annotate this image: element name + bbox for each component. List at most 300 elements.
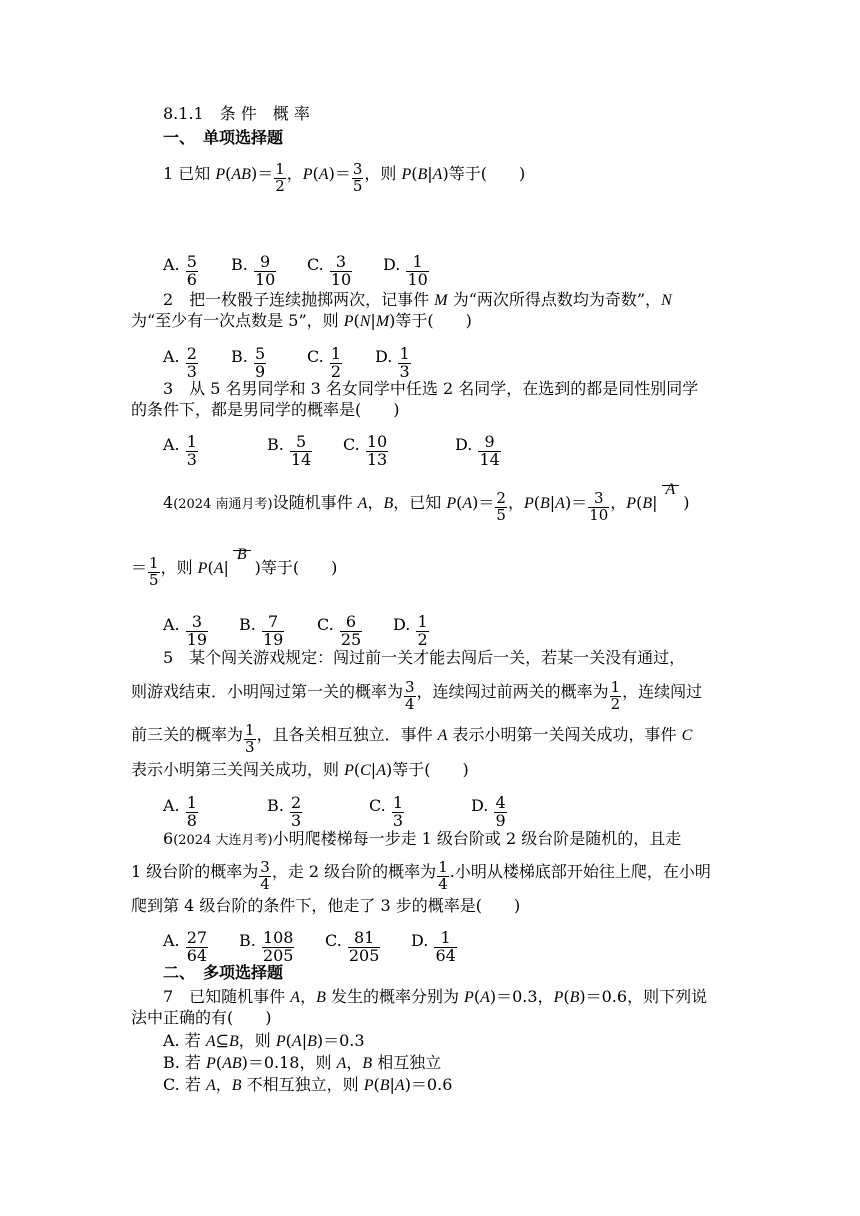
math-variable: B	[383, 494, 394, 512]
text-fragment	[186, 254, 198, 289]
text-fragment: (	[473, 987, 481, 1006]
math-variable: C	[360, 762, 371, 779]
text-fragment: D.	[393, 614, 416, 634]
text-fragment: ，且各关相互独立．事件	[256, 724, 438, 744]
question-4-line-2	[131, 545, 338, 589]
math-variable: AB	[231, 165, 251, 183]
numerator: 10	[366, 432, 388, 451]
option-b[interactable]	[267, 789, 369, 830]
text-fragment: 为“至少有一次点数是 5”，则	[131, 311, 344, 330]
option-c[interactable]	[369, 789, 471, 830]
math-variable: A	[291, 1033, 302, 1050]
question-6-line-1	[163, 829, 681, 851]
denominator: 64	[186, 945, 208, 965]
text-fragment: 为“两次所得点数均为奇数”，	[447, 290, 662, 309]
question-7-option-a[interactable]	[163, 1031, 365, 1052]
text-fragment: (	[456, 492, 463, 512]
numerator: 1	[440, 928, 451, 947]
text-fragment: )＝0.3，	[489, 987, 554, 1006]
math-variable: A	[336, 1055, 347, 1072]
denominator: 10	[254, 269, 276, 289]
denominator: 4	[260, 874, 270, 893]
text-fragment	[186, 434, 198, 469]
text-fragment: 发生的概率分别为	[325, 987, 465, 1006]
denominator: 3	[186, 449, 197, 469]
question-5-options	[163, 789, 508, 830]
numerator: 1	[412, 252, 423, 271]
math-variable: A	[555, 494, 565, 512]
text-fragment: 1	[163, 163, 174, 183]
math-variable: A	[480, 989, 490, 1006]
option-c[interactable]	[343, 428, 455, 469]
text-fragment: A.	[163, 795, 185, 815]
text-fragment: A.	[163, 614, 185, 634]
text-fragment: C.	[307, 346, 329, 366]
text-fragment: )＝0.6，则下列说	[579, 987, 708, 1006]
text-fragment: C.	[317, 614, 339, 634]
fraction	[274, 162, 286, 195]
option-b[interactable]	[267, 428, 343, 469]
text-fragment: (	[533, 492, 540, 512]
text-fragment: (	[636, 492, 643, 512]
question-3-options	[163, 428, 502, 469]
text-fragment: 已知	[178, 163, 216, 183]
text-fragment: )	[683, 492, 690, 512]
fraction	[259, 860, 271, 893]
text-fragment	[330, 346, 342, 381]
math-variable: P	[302, 165, 313, 183]
numerator: 9	[484, 432, 495, 451]
numerator: 1	[186, 432, 197, 451]
question-4-options	[163, 608, 430, 649]
text-fragment: (	[207, 557, 214, 577]
numerator: 1	[275, 160, 285, 178]
text-fragment: (	[225, 163, 232, 183]
text-fragment: 前三关的概率为	[131, 724, 244, 744]
math-variable: A	[205, 1033, 216, 1050]
numerator: 1	[610, 678, 621, 696]
question-7-line-2: 法中正确的有( )	[131, 1008, 272, 1027]
option-a[interactable]	[163, 428, 267, 469]
text-fragment: ，	[346, 1053, 363, 1072]
math-variable: A	[394, 1077, 405, 1094]
numerator: 1	[399, 344, 410, 363]
numerator: 108	[262, 928, 294, 947]
text-fragment: |	[370, 311, 376, 330]
text-fragment: 相互独立	[372, 1053, 442, 1072]
numerator: 2	[290, 793, 302, 812]
math-variable: P	[523, 494, 534, 512]
text-fragment: )＝0.3	[316, 1031, 365, 1050]
option-d[interactable]	[471, 789, 508, 830]
text-fragment: B.	[231, 346, 253, 366]
math-variable: B	[307, 1033, 317, 1050]
text-fragment: |	[389, 1075, 395, 1094]
numerator: 5	[296, 432, 307, 451]
text-fragment	[416, 614, 428, 649]
text-fragment: ，	[300, 987, 317, 1006]
question-source: (2024 大连月考)	[173, 833, 273, 848]
option-d[interactable]	[393, 608, 430, 649]
text-fragment	[262, 930, 295, 965]
math-variable: B	[316, 989, 326, 1006]
option-b[interactable]	[239, 608, 317, 649]
question-7-option-b[interactable]	[163, 1053, 441, 1074]
text-fragment: (	[373, 1075, 380, 1094]
math-variable: N	[359, 313, 371, 330]
option-b[interactable]	[231, 340, 307, 381]
denominator: 13	[366, 449, 388, 469]
text-fragment	[186, 930, 208, 965]
math-variable: B	[569, 989, 580, 1006]
numerator: 4	[495, 793, 506, 812]
text-fragment: A. 若	[163, 1031, 206, 1050]
text-fragment: ，则	[160, 557, 198, 577]
text-fragment: |	[549, 492, 556, 512]
text-fragment	[494, 795, 506, 830]
math-variable: P	[344, 762, 354, 779]
math-variable: B	[236, 545, 247, 563]
complement-b	[236, 545, 247, 579]
math-variable: P	[553, 989, 564, 1006]
text-fragment: 不相互独立，则	[241, 1075, 364, 1094]
text-fragment	[186, 795, 198, 830]
text-fragment: 表示小明第三关闯关成功，则	[131, 760, 345, 779]
numerator: 7	[268, 612, 279, 631]
text-fragment: ，	[610, 492, 627, 512]
page-title: 8.1.1 条 件 概 率	[163, 104, 310, 123]
denominator: 4	[438, 874, 448, 893]
text-fragment: ，	[215, 1075, 232, 1094]
option-a[interactable]	[163, 340, 231, 381]
numerator: 5	[254, 344, 266, 363]
text-fragment: C. 若	[163, 1075, 206, 1094]
numerator: 6	[345, 612, 357, 631]
option-b[interactable]	[231, 248, 307, 289]
option-a[interactable]	[163, 608, 239, 649]
text-fragment: ，连续闯过	[622, 681, 703, 701]
question-2-line-1	[163, 290, 672, 311]
fraction	[352, 162, 364, 195]
denominator: 6	[186, 269, 197, 289]
text-fragment	[330, 254, 352, 289]
denominator: 9	[254, 361, 266, 381]
denominator: 10	[407, 269, 428, 289]
denominator: 14	[479, 449, 500, 469]
text-fragment: |	[652, 492, 658, 512]
text-fragment: )等于( )	[389, 311, 472, 330]
numerator: 1	[438, 858, 448, 876]
text-fragment: 7 已知随机事件	[163, 987, 291, 1006]
denominator: 5	[352, 176, 363, 195]
numerator: 1	[392, 793, 404, 812]
text-fragment: D.	[455, 434, 478, 454]
numerator: 5	[186, 252, 197, 271]
text-fragment: |	[301, 1031, 308, 1050]
numerator: 1	[149, 554, 159, 572]
question-3-line-1: 3 从 5 名男同学和 3 名女同学中任选 2 名同学，在选到的都是同性别同学	[163, 379, 699, 398]
denominator: 14	[290, 449, 312, 469]
text-fragment	[406, 254, 428, 289]
text-fragment: ，	[507, 492, 524, 512]
section-heading-single-choice: 一、 单项选择题	[163, 128, 284, 147]
text-fragment: )等于( )	[442, 163, 526, 183]
text-fragment: (	[563, 987, 570, 1006]
text-fragment: C.	[343, 434, 365, 454]
text-fragment: (	[312, 163, 319, 183]
math-variable: C	[681, 726, 693, 744]
text-fragment: ，则	[238, 1031, 276, 1050]
denominator: 5	[496, 505, 506, 524]
text-fragment: B.	[231, 254, 253, 274]
math-variable: B	[417, 165, 428, 183]
math-variable: P	[446, 494, 457, 512]
text-fragment: (	[353, 311, 360, 330]
option-c[interactable]	[317, 608, 393, 649]
text-fragment: |	[370, 760, 377, 779]
text-fragment: C.	[307, 254, 329, 274]
question-3-line-2: 的条件下，都是男同学的概率是( )	[131, 400, 400, 419]
text-fragment: 表示小明第一关闯关成功，事件	[447, 724, 682, 744]
question-1-stem	[163, 158, 526, 195]
text-fragment: B. 若	[163, 1053, 207, 1072]
text-fragment: A.	[163, 930, 185, 950]
math-variable: B	[379, 1077, 390, 1094]
text-fragment: )＝	[328, 163, 351, 183]
numerator: 3	[260, 858, 270, 876]
text-fragment: B.	[239, 930, 261, 950]
denominator: 10	[589, 505, 609, 524]
text-fragment: 设随机事件	[272, 492, 358, 512]
text-fragment: )＝	[250, 163, 274, 183]
math-variable: A	[437, 726, 448, 744]
question-4-line-1	[163, 480, 690, 524]
math-variable: P	[215, 165, 226, 183]
text-fragment: )＝	[564, 492, 588, 512]
question-5-line-2	[131, 676, 703, 713]
denominator: 2	[417, 629, 428, 649]
text-fragment: 小明爬楼梯每一步走 1 级台阶或 2 级台阶是随机的，且走	[272, 829, 682, 848]
math-variable: P	[206, 1055, 216, 1072]
math-variable: M	[434, 292, 448, 309]
numerator: 3	[405, 678, 415, 696]
math-variable: P	[464, 989, 474, 1006]
fraction	[495, 491, 507, 524]
numerator: 1	[245, 721, 255, 739]
question-6-line-3: 爬到第 4 级台阶的条件下，他走了 3 步的概率是( )	[131, 896, 521, 915]
text-fragment: ⊆	[215, 1031, 230, 1050]
question-7-option-c[interactable]	[163, 1075, 452, 1096]
text-fragment: B.	[239, 614, 261, 634]
question-1-options	[163, 248, 430, 289]
fraction	[588, 491, 609, 524]
numerator: 2	[496, 489, 506, 507]
text-fragment	[186, 614, 208, 649]
text-fragment: |	[223, 557, 229, 577]
denominator: 5	[149, 570, 159, 589]
text-fragment: 1 级台阶的概率为	[131, 861, 259, 881]
text-fragment	[290, 434, 312, 469]
text-fragment: D.	[383, 254, 406, 274]
denominator: 3	[186, 361, 197, 381]
option-d[interactable]	[375, 340, 412, 381]
numerator: 27	[186, 928, 208, 947]
numerator: 1	[186, 793, 197, 812]
question-5-line-3	[131, 719, 693, 756]
denominator: 2	[330, 361, 342, 381]
text-fragment: )＝	[472, 492, 495, 512]
text-fragment: (	[215, 1053, 223, 1072]
text-fragment: B.	[267, 434, 289, 454]
text-fragment: )等于( )	[254, 557, 338, 577]
denominator: 3	[245, 737, 255, 756]
math-variable: N	[661, 292, 672, 309]
math-variable: A	[357, 494, 368, 512]
math-variable: A	[462, 494, 473, 512]
math-variable: B	[231, 1077, 242, 1094]
text-fragment: A.	[163, 254, 185, 274]
option-d[interactable]	[383, 248, 430, 289]
option-d[interactable]	[455, 428, 502, 469]
text-fragment	[392, 795, 404, 830]
numerator: 1	[417, 612, 428, 631]
text-fragment: .小明从楼梯底部开始往上爬，在小明	[449, 861, 711, 881]
denominator: 19	[186, 629, 208, 649]
math-variable: B	[539, 494, 550, 512]
text-fragment: ，走 2 级台阶的概率为	[271, 861, 437, 881]
fraction	[148, 556, 160, 589]
math-variable: P	[275, 1033, 286, 1050]
option-a[interactable]	[163, 924, 239, 965]
numerator: 9	[260, 252, 271, 271]
option-a[interactable]	[163, 248, 231, 289]
text-fragment: )＝0.6	[404, 1075, 453, 1094]
text-fragment	[290, 795, 302, 830]
question-7-line-1	[163, 987, 707, 1008]
math-variable: P	[626, 494, 637, 512]
question-6-options	[163, 924, 458, 965]
fraction	[437, 860, 449, 893]
text-fragment: 2 把一枚骰子连续抛掷两次，记事件	[163, 290, 435, 309]
text-fragment	[366, 434, 388, 469]
text-fragment: 4	[163, 492, 174, 512]
math-variable: A	[432, 165, 443, 183]
section-heading-multiple-choice: 二、 多项选择题	[163, 963, 284, 982]
denominator: 205	[262, 945, 294, 965]
denominator: 2	[610, 694, 621, 713]
text-fragment: ，连续闯过前两关的概率为	[416, 681, 609, 701]
numerator: 3	[335, 252, 347, 271]
math-variable: B	[642, 494, 653, 512]
math-variable: A	[205, 1077, 216, 1094]
text-fragment: D.	[471, 795, 494, 815]
denominator: 3	[290, 810, 302, 830]
text-fragment	[434, 930, 456, 965]
option-d[interactable]	[411, 924, 458, 965]
question-2-options	[163, 340, 412, 381]
text-fragment: )＝0.18，则	[241, 1053, 337, 1072]
question-5-line-1: 5 某个闯关游戏规定：闯过前一关才能去闯后一关，若某一关没有通过，	[163, 648, 686, 667]
option-a[interactable]	[163, 789, 267, 830]
denominator: 8	[186, 810, 197, 830]
text-fragment: ＝	[131, 557, 148, 577]
denominator: 25	[340, 629, 362, 649]
option-c[interactable]	[325, 924, 411, 965]
text-fragment: ，已知	[393, 492, 447, 512]
math-variable: A	[376, 762, 386, 779]
math-variable: A	[665, 480, 676, 498]
numerator: 1	[330, 344, 342, 363]
denominator: 4	[405, 694, 415, 713]
question-6-line-2	[131, 856, 711, 893]
text-fragment	[254, 346, 266, 381]
math-variable: M	[375, 313, 390, 330]
text-fragment	[348, 930, 381, 965]
text-fragment	[254, 254, 276, 289]
text-fragment: A.	[163, 434, 185, 454]
denominator: 205	[348, 945, 380, 965]
text-fragment: D.	[411, 930, 434, 950]
math-variable: B	[362, 1055, 373, 1072]
math-variable: P	[343, 313, 354, 330]
text-fragment: 则游戏结束．小明闯过第一关的概率为	[131, 681, 404, 701]
denominator: 64	[435, 945, 456, 965]
text-fragment: )等于( )	[385, 760, 469, 779]
text-fragment: ，则	[364, 163, 402, 183]
fraction	[244, 723, 256, 756]
math-variable: A	[213, 559, 224, 577]
numerator: 3	[352, 160, 363, 178]
text-fragment	[186, 346, 198, 381]
math-variable: P	[401, 165, 412, 183]
text-fragment: (	[353, 760, 361, 779]
numerator: 2	[186, 344, 197, 363]
option-b[interactable]	[239, 924, 325, 965]
option-c[interactable]	[307, 248, 383, 289]
text-fragment: (	[411, 163, 418, 183]
text-fragment	[478, 434, 500, 469]
denominator: 3	[399, 361, 410, 381]
numerator: 81	[353, 928, 375, 947]
question-source: (2024 南通月考)	[173, 496, 273, 512]
text-fragment: ，	[286, 163, 303, 183]
text-fragment: ，	[367, 492, 384, 512]
option-c[interactable]	[307, 340, 375, 381]
denominator: 10	[330, 269, 352, 289]
denominator: 9	[495, 810, 506, 830]
question-5-line-4	[131, 760, 469, 781]
math-variable: P	[197, 559, 208, 577]
denominator: 2	[275, 176, 285, 195]
numerator: 3	[191, 612, 202, 631]
text-fragment: C.	[369, 795, 391, 815]
text-fragment	[340, 614, 362, 649]
text-fragment: A.	[163, 346, 185, 366]
text-fragment: |	[427, 163, 433, 183]
text-fragment: 6	[163, 829, 174, 848]
complement-a	[665, 480, 676, 514]
numerator: 3	[593, 489, 604, 507]
denominator: 19	[262, 629, 284, 649]
text-fragment: C.	[325, 930, 347, 950]
fraction	[404, 680, 416, 713]
denominator: 3	[392, 810, 404, 830]
text-fragment: D.	[375, 346, 398, 366]
math-variable: AB	[222, 1055, 242, 1072]
math-variable: A	[318, 165, 329, 183]
fraction	[610, 680, 622, 713]
text-fragment	[262, 614, 284, 649]
